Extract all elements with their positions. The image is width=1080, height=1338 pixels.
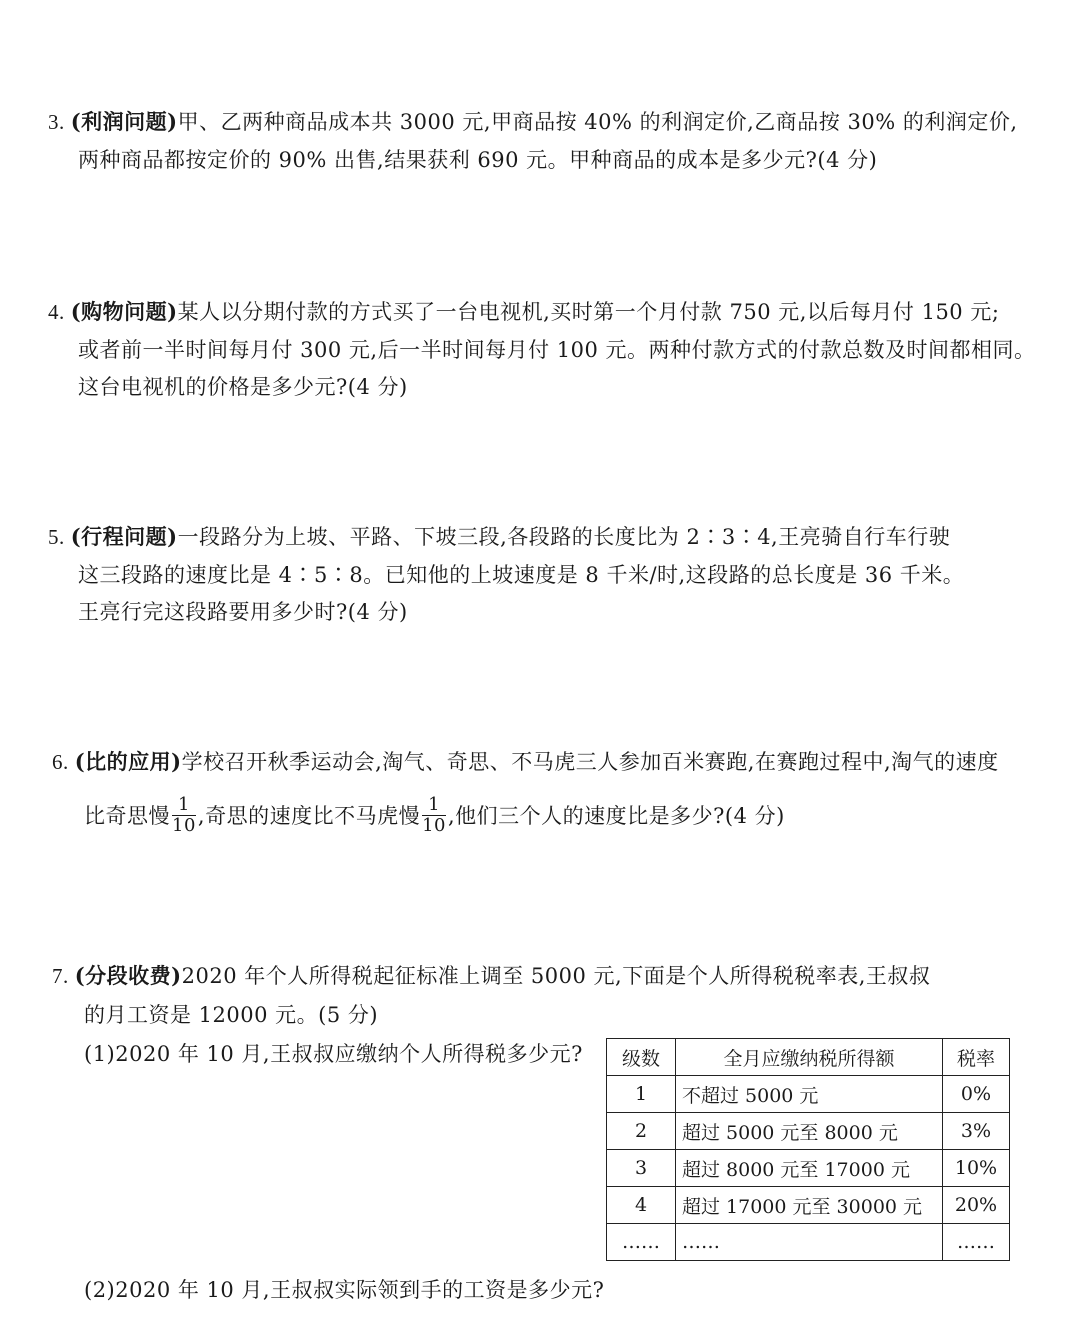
q4-line-3: 这台电视机的价格是多少元?(4 分) — [78, 375, 408, 399]
cell-level: 4 — [607, 1187, 676, 1224]
q4-tag: (购物问题) — [70, 299, 178, 324]
q6-line-2 — [84, 794, 785, 838]
q6-tag: (比的应用) — [74, 749, 182, 774]
fraction-1-denominator: 10 — [172, 815, 196, 836]
tax-rate-table — [606, 1038, 1010, 1261]
q6-text-1: 学校召开秋季运动会,淘气、奇思、不马虎三人参加百米赛跑,在赛跑过程中,淘气的速度 — [181, 750, 999, 774]
cell-level: 3 — [607, 1150, 676, 1187]
q5-line-3: 王亮行完这段路要用多少时?(4 分) — [78, 600, 408, 624]
q6-text-b: ,奇思的速度比不马虎慢 — [197, 804, 421, 828]
cell-rate: 0% — [943, 1076, 1010, 1113]
q6-text-c: ,他们三个人的速度比是多少?(4 分) — [448, 804, 785, 828]
q5-number: 5. — [48, 525, 65, 549]
q4-line-2: 或者前一半时间每月付 300 元,后一半时间每月付 100 元。两种付款方式的付款总数及时间都相同。 — [78, 338, 1036, 362]
cell-level: 1 — [607, 1076, 676, 1113]
cell-rate: 20% — [943, 1187, 1010, 1224]
cell-level: …… — [607, 1224, 676, 1261]
table-header-row — [607, 1039, 1010, 1076]
q3-number: 3. — [48, 110, 65, 134]
q7-line-1 — [52, 962, 930, 990]
table-row — [607, 1224, 1010, 1261]
q5-text-1: 一段路分为上坡、平路、下坡三段,各段路的长度比为 2∶3∶4,王亮骑自行车行驶 — [177, 525, 951, 549]
table-row — [607, 1076, 1010, 1113]
q5-tag: (行程问题) — [70, 524, 178, 549]
fraction-2-denominator: 10 — [422, 815, 446, 836]
q7-line-2: 的月工资是 12000 元。(5 分) — [84, 1003, 379, 1027]
cell-income-range: …… — [676, 1224, 943, 1261]
q4-number: 4. — [48, 300, 65, 324]
fraction-1-numerator: 1 — [172, 795, 196, 816]
cell-income-range: 超过 5000 元至 8000 元 — [676, 1113, 943, 1150]
q6-line-1 — [52, 748, 999, 776]
q5-line-2: 这三段路的速度比是 4∶5∶8。已知他的上坡速度是 8 千米/时,这段路的总长度是 36 千米。 — [78, 563, 965, 587]
header-taxable-income: 全月应缴纳税所得额 — [676, 1039, 943, 1076]
q3-text-1: 甲、乙两种商品成本共 3000 元,甲商品按 40% 的利润定价,乙商品按 30% 的利润定价, — [177, 110, 1018, 134]
q3-line-1 — [48, 108, 1018, 136]
q7-text-1: 2020 年个人所得税起征标准上调至 5000 元,下面是个人所得税税率表,王叔叔 — [181, 964, 931, 988]
cell-rate: 3% — [943, 1113, 1010, 1150]
header-tax-rate: 税率 — [943, 1039, 1010, 1076]
q4-line-1 — [48, 298, 999, 326]
fraction-one-tenth-2 — [422, 795, 446, 836]
cell-rate: …… — [943, 1224, 1010, 1261]
q7-subquestion-2: (2)2020 年 10 月,王叔叔实际领到手的工资是多少元? — [84, 1278, 605, 1302]
q7-tag: (分段收费) — [74, 963, 182, 988]
table-row — [607, 1150, 1010, 1187]
cell-rate: 10% — [943, 1150, 1010, 1187]
q6-number: 6. — [52, 750, 69, 774]
fraction-one-tenth-1 — [172, 795, 196, 836]
cell-level: 2 — [607, 1113, 676, 1150]
cell-income-range: 超过 8000 元至 17000 元 — [676, 1150, 943, 1187]
cell-income-range: 超过 17000 元至 30000 元 — [676, 1187, 943, 1224]
q6-text-a: 比奇思慢 — [84, 804, 170, 828]
q3-tag: (利润问题) — [70, 109, 178, 134]
q4-text-1: 某人以分期付款的方式买了一台电视机,买时第一个月付款 750 元,以后每月付 150 元; — [177, 300, 1000, 324]
q3-line-2: 两种商品都按定价的 90% 出售,结果获利 690 元。甲种商品的成本是多少元?(4 分) — [78, 148, 878, 172]
header-level: 级数 — [607, 1039, 676, 1076]
cell-income-range: 不超过 5000 元 — [676, 1076, 943, 1113]
q5-line-1 — [48, 523, 950, 551]
fraction-2-numerator: 1 — [422, 795, 446, 816]
q7-subquestion-1: (1)2020 年 10 月,王叔叔应缴纳个人所得税多少元? — [84, 1042, 583, 1066]
q7-number: 7. — [52, 964, 69, 988]
table-row — [607, 1113, 1010, 1150]
table-row — [607, 1187, 1010, 1224]
